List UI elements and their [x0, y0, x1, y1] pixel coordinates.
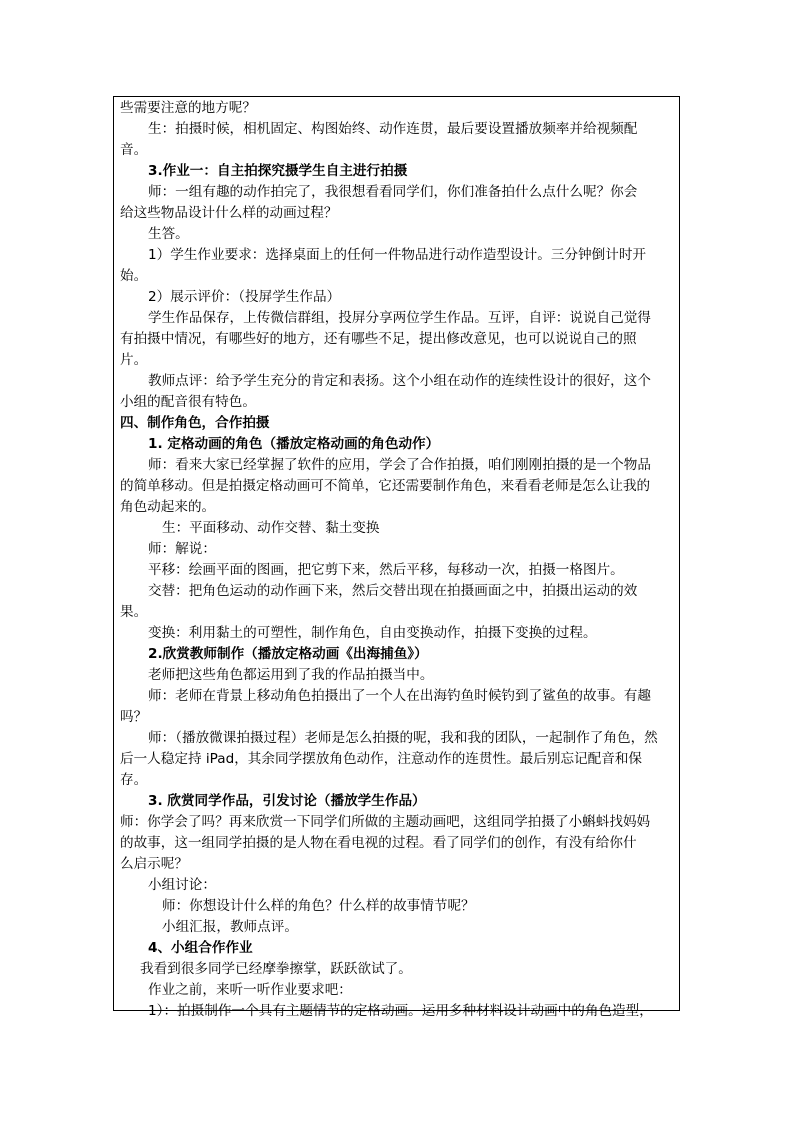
- paragraph-line: 的故事，这一组同学拍摄的是人物在看电视的过程。看了同学们的创作，有没有给你什: [120, 835, 637, 851]
- paragraph-line: 存。: [120, 772, 148, 788]
- paragraph-line: 师：解说：: [148, 541, 216, 557]
- paragraph-line: 角色动起来的。: [120, 499, 216, 515]
- paragraph-line: 师：看来大家已经掌握了软件的应用，学会了合作拍摄，咱们刚刚拍摄的是一个物品: [148, 457, 651, 473]
- paragraph-line: 师：老师在背景上移动角色拍摄出了一个人在出海钓鱼时候钓到了鲨鱼的故事。有趣: [148, 688, 651, 704]
- paragraph-line: 变换：利用黏土的可塑性，制作角色，自由变换动作，拍摄下变换的过程。: [148, 625, 597, 641]
- paragraph-line: 师：你学会了吗？再来欣赏一下同学们所做的主题动画吧，这组同学拍摄了小蝌蚪找妈妈: [120, 814, 651, 830]
- paragraph-line: 么启示呢？: [120, 856, 188, 872]
- paragraph-line: 吗？: [120, 709, 148, 725]
- paragraph-line: 片。: [120, 352, 148, 368]
- paragraph-line: 2）展示评价：（投屏学生作品）: [148, 289, 341, 305]
- paragraph-line: 平移：绘画平面的图画，把它剪下来，然后平移，每移动一次，拍摄一格图片。: [148, 562, 624, 578]
- paragraph-line: 我看到很多同学已经摩拳擦掌，跃跃欲试了。: [140, 961, 412, 977]
- paragraph-line: 1）学生作业要求：选择桌面上的任何一件物品进行动作造型设计。三分钟倒计时开: [148, 247, 647, 263]
- paragraph-line: 生答。: [148, 226, 189, 242]
- section-heading: 3.作业一：自主拍探究摄学生自主进行拍摄: [148, 163, 408, 179]
- paragraph-line: 音。: [120, 142, 148, 158]
- paragraph-line: 1）：拍摄制作一个具有主题情节的定格动画。运用多种材料设计动画中的角色造型，: [148, 1003, 653, 1019]
- paragraph-line: 生：平面移动、动作交替、黏土变换: [162, 520, 380, 536]
- paragraph-line: 些需要注意的地方呢？: [120, 100, 256, 116]
- paragraph-line: 给这些物品设计什么样的动画过程？: [120, 205, 338, 221]
- paragraph-line: 有拍摄中情况，有哪些好的地方，还有哪些不足，提出修改意见，也可以说说自己的照: [120, 331, 637, 347]
- section-heading: 3. 欣赏同学作品，引发讨论（播放学生作品）: [148, 793, 426, 809]
- section-heading: 四、制作角色，合作拍摄: [120, 415, 270, 431]
- paragraph-line: 师：一组有趣的动作拍完了，我很想看看同学们，你们准备拍什么点什么呢？你会: [148, 184, 638, 200]
- section-heading: 2.欣赏教师制作（播放定格动画《出海捕鱼》）: [148, 646, 428, 662]
- paragraph-line: 果。: [120, 604, 148, 620]
- paragraph-line: 作业之前，来听一听作业要求吧：: [148, 982, 352, 998]
- paragraph-line: 小组讨论：: [148, 877, 216, 893]
- paragraph-line: 小组的配音很有特色。: [120, 394, 256, 410]
- paragraph-line: 教师点评：给予学生充分的肯定和表扬。这个小组在动作的连续性设计的很好，这个: [148, 373, 651, 389]
- paragraph-line: 师：（播放微课拍摄过程）老师是怎么拍摄的呢，我和我的团队，一起制作了角色，然: [148, 730, 658, 746]
- paragraph-line: 老师把这些角色都运用到了我的作品拍摄当中。: [148, 667, 434, 683]
- paragraph-line: 的简单移动。但是拍摄定格动画可不简单，它还需要制作角色，来看看老师是怎么让我的: [120, 478, 651, 494]
- paragraph-line: 交替：把角色运动的动作画下来，然后交替出现在拍摄画面之中，拍摄出运动的效: [148, 583, 638, 599]
- paragraph-line: 师：你想设计什么样的角色？什么样的故事情节呢？: [162, 898, 475, 914]
- section-heading: 4、小组合作作业: [148, 940, 253, 956]
- paragraph-line: 始。: [120, 268, 148, 284]
- paragraph-line: 学生作品保存，上传微信群组，投屏分享两位学生作品。互评，自评：说说自己觉得: [148, 310, 651, 326]
- paragraph-line: 后一人稳定持 iPad，其余同学摆放角色动作，注意动作的连贯性。最后别忘记配音和保: [120, 751, 643, 767]
- paragraph-line: 生：拍摄时候，相机固定、构图始终、动作连贯，最后要设置播放频率并给视频配: [148, 121, 638, 137]
- section-heading: 1. 定格动画的角色（播放定格动画的角色动作）: [148, 436, 440, 452]
- paragraph-line: 小组汇报，教师点评。: [162, 919, 298, 935]
